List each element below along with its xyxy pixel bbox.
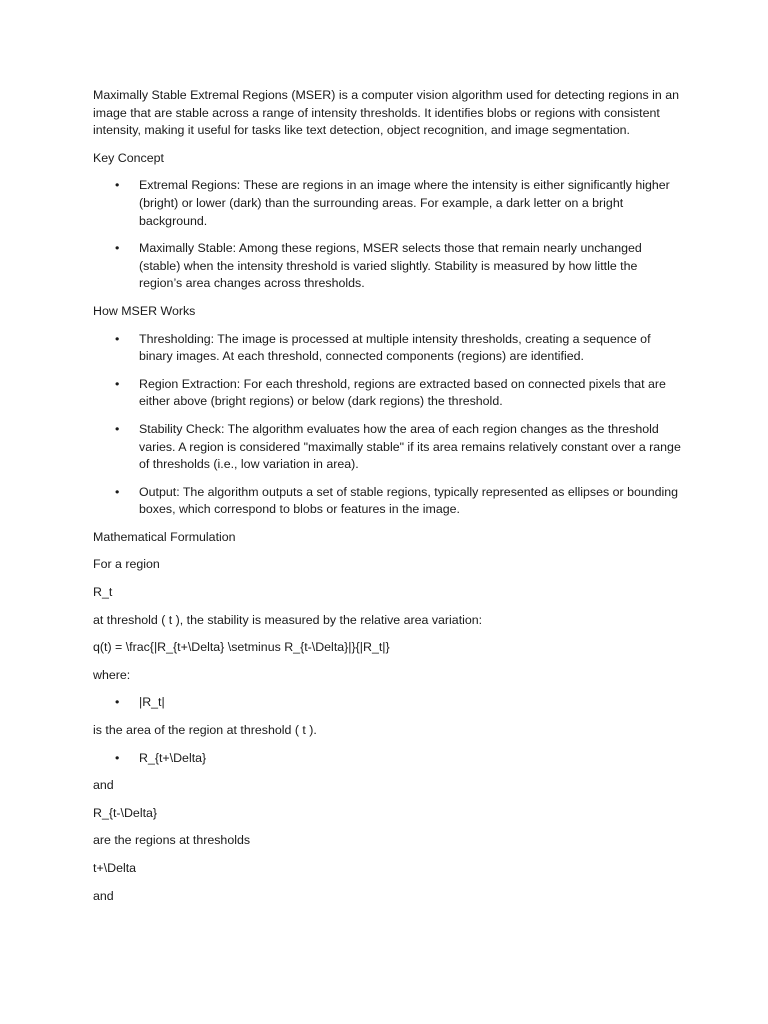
math-list	[93, 694, 683, 712]
math-list	[93, 750, 683, 768]
list-item: • Maximally Stable: Among these regions, MSER selects those that remain nearly unchanged (stable) when the intensity threshold is varied slightly. Stability is measured by how little the region’s area changes across thresholds.	[139, 240, 683, 293]
intro-paragraph: Maximally Stable Extremal Regions (MSER) is a computer vision algorithm used for detecting regions in an image that are stable across a range of intensity thresholds. It identifies blobs or regions with consistent intensity, making it useful for tasks like text detection, object recognition, and image segmentation.	[93, 88, 680, 138]
math-line: and	[93, 888, 114, 903]
list-item: • |R_t|	[139, 694, 683, 712]
math-line: R_t	[93, 585, 113, 600]
key-concept-list	[93, 177, 683, 293]
list-item: • Extremal Regions: These are regions in an image where the intensity is either significantly higher (bright) or lower (dark) than the surrounding areas. For example, a dark letter on a bright background.	[139, 177, 683, 230]
math-line: R_{t-\Delta}	[93, 805, 158, 820]
math-line: where:	[93, 667, 131, 682]
math-line: at threshold ( t ), the stability is measured by the relative area variation:	[93, 612, 483, 627]
how-it-works-list	[93, 331, 683, 519]
math-line: are the regions at thresholds	[93, 833, 251, 848]
math-heading: Mathematical Formulation	[93, 529, 236, 544]
list-item: • Region Extraction: For each threshold, regions are extracted based on connected pixels that are either above (bright regions) or below (dark regions) the threshold.	[139, 376, 683, 411]
math-line: is the area of the region at threshold ( t ).	[93, 723, 317, 738]
math-line: t+\Delta	[93, 861, 137, 875]
list-item: • Thresholding: The image is processed at multiple intensity thresholds, creating a sequence of binary images. At each threshold, connected components (regions) are identified.	[139, 331, 683, 366]
how-it-works-heading: How MSER Works	[93, 303, 196, 318]
list-item: • Stability Check: The algorithm evaluates how the area of each region changes as the threshold varies. A region is considered "maximally stable" if its area remains relatively constant over a range of thresholds (i.e., low variation in area).	[139, 421, 683, 474]
list-item: • R_{t+\Delta}	[139, 750, 683, 768]
math-line: For a region	[93, 557, 160, 572]
list-item: • Output: The algorithm outputs a set of stable regions, typically represented as ellipses or bounding boxes, which correspond to blobs or features in the image.	[139, 484, 683, 519]
key-concept-heading: Key Concept	[93, 150, 164, 165]
formula-line: q(t) = \frac{|R_{t+\Delta} \setminus R_{t-\Delta}|}{|R_t|}	[93, 640, 390, 655]
math-line: and	[93, 778, 114, 793]
document-page	[93, 87, 683, 915]
